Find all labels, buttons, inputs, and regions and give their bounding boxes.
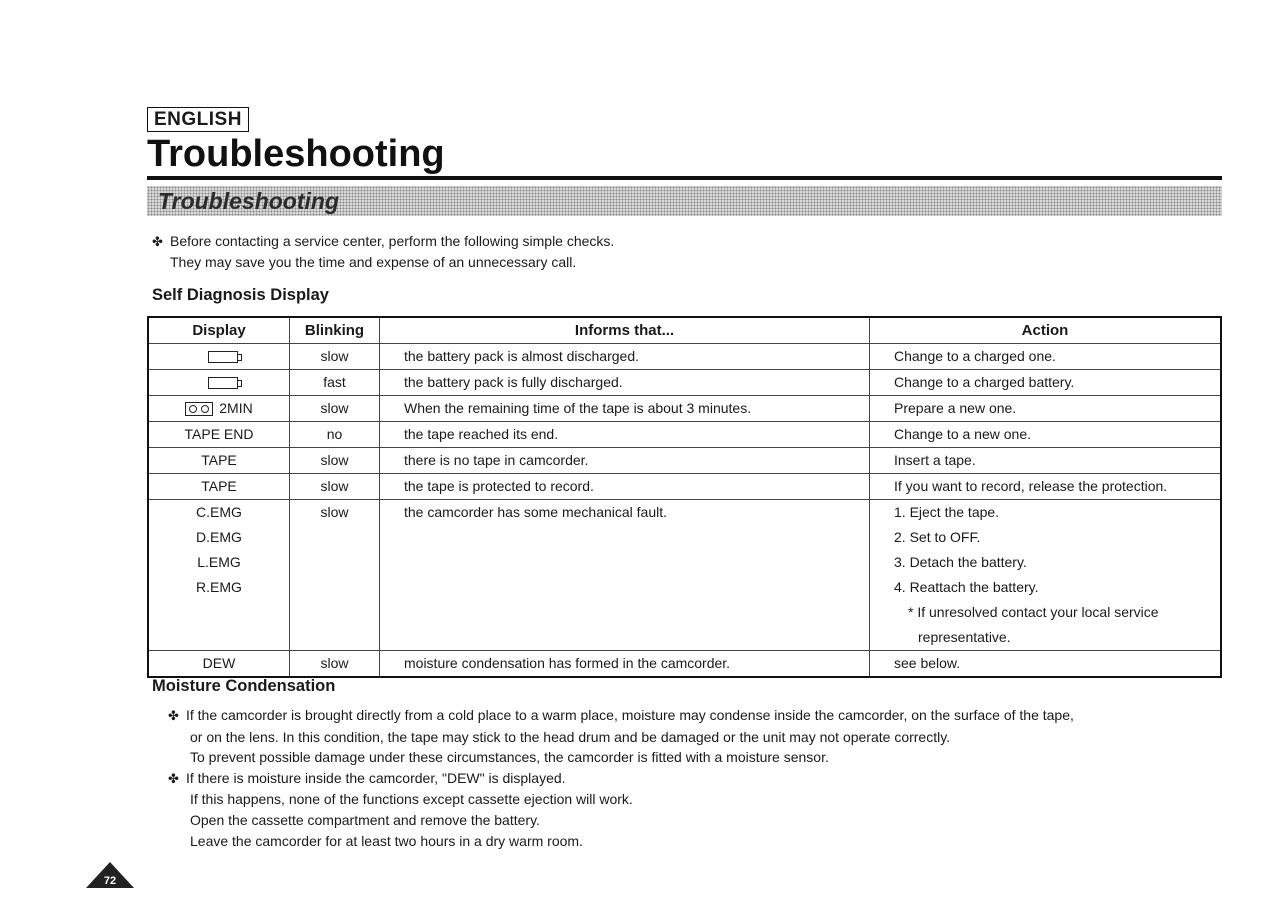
emg-code: R.EMG bbox=[196, 579, 242, 595]
display-cell: TAPE bbox=[148, 474, 290, 500]
informs-cell: the camcorder has some mechanical fault. bbox=[380, 500, 870, 651]
blinking-cell: slow bbox=[290, 651, 380, 678]
page-number-badge bbox=[86, 862, 134, 888]
blinking-cell: fast bbox=[290, 370, 380, 396]
moisture-line: If this happens, none of the functions except cassette ejection will work. bbox=[190, 791, 633, 808]
informs-cell: When the remaining time of the tape is about 3 minutes. bbox=[380, 396, 870, 422]
informs-cell: the tape reached its end. bbox=[380, 422, 870, 448]
battery-icon bbox=[208, 351, 238, 363]
table-row bbox=[148, 474, 1221, 500]
blinking-cell: slow bbox=[290, 474, 380, 500]
column-header-informs: Informs that... bbox=[380, 317, 870, 344]
emg-code: L.EMG bbox=[197, 554, 241, 570]
table-row bbox=[148, 422, 1221, 448]
language-badge: ENGLISH bbox=[147, 107, 249, 132]
table-row bbox=[148, 448, 1221, 474]
action-cell: Insert a tape. bbox=[870, 448, 1222, 474]
bullet-icon: ✤ bbox=[168, 708, 179, 723]
moisture-line: If the camcorder is brought directly from a cold place to a warm place, moisture may condense inside the camcorder, on the surface of the tape, bbox=[186, 707, 1074, 723]
page-title: Troubleshooting bbox=[147, 133, 445, 175]
blinking-cell: slow bbox=[290, 344, 380, 370]
informs-cell: the tape is protected to record. bbox=[380, 474, 870, 500]
moisture-line: Open the cassette compartment and remove the battery. bbox=[190, 811, 540, 828]
section-banner bbox=[147, 186, 1222, 216]
informs-cell: the battery pack is almost discharged. bbox=[380, 344, 870, 370]
moisture-line: To prevent possible damage under these circumstances, the camcorder is fitted with a moisture sensor. bbox=[190, 749, 829, 766]
action-cell: If you want to record, release the protection. bbox=[870, 474, 1222, 500]
action-cell: see below. bbox=[870, 651, 1222, 678]
emg-code: D.EMG bbox=[196, 529, 242, 545]
moisture-text bbox=[168, 705, 1074, 851]
display-cell: DEW bbox=[148, 651, 290, 678]
table-row bbox=[148, 370, 1221, 396]
display-text: 2MIN bbox=[219, 400, 253, 416]
emg-action-cell bbox=[870, 500, 1222, 651]
moisture-line: If there is moisture inside the camcorder, "DEW" is displayed. bbox=[186, 769, 566, 786]
intro-text bbox=[152, 231, 614, 273]
tape-icon bbox=[185, 402, 213, 416]
action-step: 3. Detach the battery. bbox=[894, 554, 1027, 570]
action-cell: Prepare a new one. bbox=[870, 396, 1222, 422]
section-banner-title: Troubleshooting bbox=[158, 188, 340, 214]
display-cell bbox=[148, 344, 290, 370]
action-cell: Change to a new one. bbox=[870, 422, 1222, 448]
table-row bbox=[148, 344, 1221, 370]
display-cell: TAPE END bbox=[148, 422, 290, 448]
action-note: * If unresolved contact your local service bbox=[908, 604, 1159, 620]
column-header-blinking: Blinking bbox=[290, 317, 380, 344]
action-step: 4. Reattach the battery. bbox=[894, 579, 1039, 595]
bullet-icon: ✤ bbox=[152, 234, 163, 249]
action-step: 1. Eject the tape. bbox=[894, 504, 1000, 520]
display-cell bbox=[148, 396, 290, 422]
display-cell: TAPE bbox=[148, 448, 290, 474]
table-header-row bbox=[148, 317, 1221, 344]
table-row bbox=[148, 500, 1221, 651]
informs-cell: the battery pack is fully discharged. bbox=[380, 370, 870, 396]
informs-cell: moisture condensation has formed in the camcorder. bbox=[380, 651, 870, 678]
blinking-cell: slow bbox=[290, 448, 380, 474]
table-row bbox=[148, 651, 1221, 678]
intro-line: They may save you the time and expense of an unnecessary call. bbox=[170, 254, 577, 270]
action-step: 2. Set to OFF. bbox=[894, 529, 981, 545]
title-divider bbox=[147, 176, 1222, 180]
informs-cell: there is no tape in camcorder. bbox=[380, 448, 870, 474]
table-row bbox=[148, 396, 1221, 422]
blinking-cell: slow bbox=[290, 500, 380, 651]
action-cell: Change to a charged battery. bbox=[870, 370, 1222, 396]
column-header-action: Action bbox=[870, 317, 1222, 344]
intro-line: Before contacting a service center, perform the following simple checks. bbox=[170, 233, 615, 249]
page-number: 72 bbox=[103, 875, 117, 887]
display-cell bbox=[148, 370, 290, 396]
emg-display-cell bbox=[148, 500, 290, 651]
action-cell: Change to a charged one. bbox=[870, 344, 1222, 370]
moisture-line: Leave the camcorder for at least two hours in a dry warm room. bbox=[190, 832, 583, 849]
battery-icon bbox=[208, 377, 238, 389]
self-diagnosis-heading: Self Diagnosis Display bbox=[152, 286, 329, 304]
moisture-heading: Moisture Condensation bbox=[152, 677, 336, 695]
self-diagnosis-table bbox=[147, 316, 1222, 678]
column-header-display: Display bbox=[148, 317, 290, 344]
action-note: representative. bbox=[918, 629, 1011, 645]
bullet-icon: ✤ bbox=[168, 770, 179, 786]
emg-code: C.EMG bbox=[196, 504, 242, 520]
blinking-cell: slow bbox=[290, 396, 380, 422]
blinking-cell: no bbox=[290, 422, 380, 448]
moisture-line: or on the lens. In this condition, the tape may stick to the head drum and be damaged or the unit may not operate correctly. bbox=[190, 728, 951, 745]
